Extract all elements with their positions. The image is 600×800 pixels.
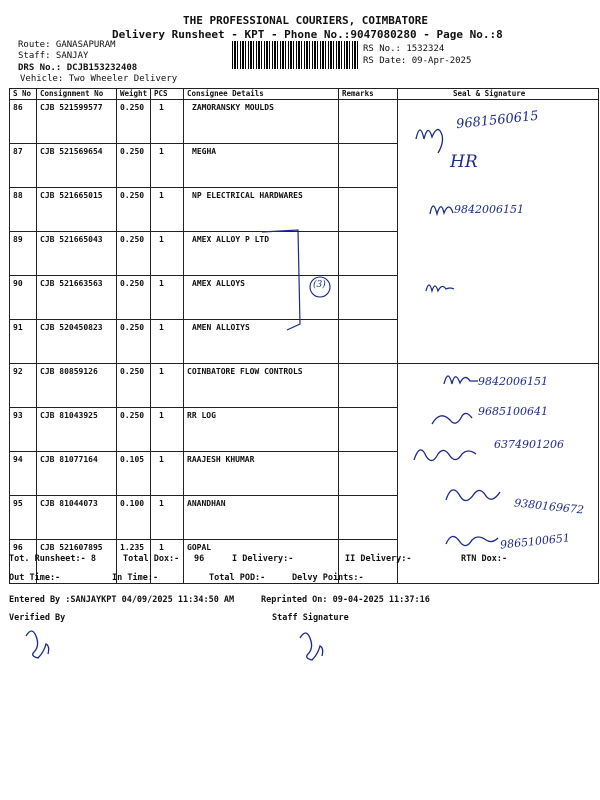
cell-consignee: RR LOG bbox=[184, 408, 339, 452]
col-consignee: Consignee Details bbox=[184, 89, 339, 100]
cell-consignee: AMEN ALLOIYS bbox=[184, 320, 339, 364]
handwritten-phone: 9685100641 bbox=[478, 405, 548, 418]
route-label: Route: GANASAPURAM bbox=[18, 40, 116, 50]
tot-runsheet: Tot. Runsheet:- 8 bbox=[9, 554, 96, 564]
cell-consignee: AMEX ALLOYS bbox=[184, 276, 339, 320]
i-delivery: I Delivery:- bbox=[232, 554, 294, 564]
cell-weight: 0.250 bbox=[117, 188, 151, 232]
signature-stroke bbox=[444, 376, 478, 384]
cell-weight: 0.250 bbox=[117, 144, 151, 188]
verified-by: Verified By bbox=[9, 613, 66, 623]
cell-weight: 0.105 bbox=[117, 452, 151, 496]
signature-stroke bbox=[430, 206, 453, 214]
cell-consignment: CJB 521599577 bbox=[37, 100, 117, 144]
cell-sno: 87 bbox=[10, 144, 37, 188]
cell-weight: 0.250 bbox=[117, 364, 151, 408]
cell-pcs: 1 bbox=[151, 540, 184, 584]
cell-consignee: COINBATORE FLOW CONTROLS bbox=[184, 364, 339, 408]
cell-weight: 0.250 bbox=[117, 320, 151, 364]
cell-consignee: RAAJESH KHUMAR bbox=[184, 452, 339, 496]
cell-sno: 96 bbox=[10, 540, 37, 584]
cell-consignment: CJB 521665043 bbox=[37, 232, 117, 276]
handwritten-phone: 9842006151 bbox=[454, 203, 524, 216]
cell-pcs: 1 bbox=[151, 496, 184, 540]
cell-consignment: CJB 521663563 bbox=[37, 276, 117, 320]
drs-label: DRS No.: DCJB153232408 bbox=[18, 63, 138, 73]
vehicle-label: Vehicle: Two Wheeler Delivery bbox=[20, 74, 178, 84]
cell-consignee: AMEX ALLOY P LTD bbox=[184, 232, 339, 276]
cell-pcs: 1 bbox=[151, 320, 184, 364]
cell-consignment: CJB 521569654 bbox=[37, 144, 117, 188]
cell-consignee: NP ELECTRICAL HARDWARES bbox=[184, 188, 339, 232]
signature-stroke bbox=[414, 450, 476, 461]
cell-pcs: 1 bbox=[151, 452, 184, 496]
handwritten-phone: 9842006151 bbox=[478, 375, 548, 388]
handwritten-circle-number: (3) bbox=[313, 280, 326, 290]
cell-sno: 95 bbox=[10, 496, 37, 540]
handwritten-phone: 6374901206 bbox=[494, 438, 564, 451]
cell-sno: 93 bbox=[10, 408, 37, 452]
total-dox-value: 96 bbox=[194, 554, 205, 564]
handwritten-phone: 9865100651 bbox=[499, 531, 571, 552]
cell-consignee: GOPAL bbox=[184, 540, 339, 584]
rs-no-label: RS No.: 1532324 bbox=[363, 44, 445, 54]
delvy-points: Delvy Points:- bbox=[292, 573, 364, 583]
cell-consignment: CJB 81044073 bbox=[37, 496, 117, 540]
verified-signature bbox=[26, 631, 49, 658]
staff-signature-mark bbox=[300, 633, 323, 660]
signature-stroke bbox=[446, 536, 498, 545]
cell-consignee: ANANDHAN bbox=[184, 496, 339, 540]
cell-weight: 0.250 bbox=[117, 408, 151, 452]
cell-consignee: ZAMORANSKY MOULDS bbox=[184, 100, 339, 144]
rtn-dox: RTN Dox:- bbox=[461, 554, 508, 564]
reprinted-on: Reprinted On: 09-04-2025 11:37:16 bbox=[261, 595, 430, 605]
total-dox-label: Total Dox:- bbox=[123, 554, 180, 564]
ii-delivery: II Delivery:- bbox=[345, 554, 412, 564]
cell-pcs: 1 bbox=[151, 364, 184, 408]
cell-consignment: CJB 80859126 bbox=[37, 364, 117, 408]
cell-sno: 86 bbox=[10, 100, 37, 144]
cell-weight: 0.250 bbox=[117, 100, 151, 144]
cell-pcs: 1 bbox=[151, 408, 184, 452]
col-weight: Weight bbox=[117, 89, 151, 100]
cell-sno: 94 bbox=[10, 452, 37, 496]
rs-date-label: RS Date: 09-Apr-2025 bbox=[363, 56, 472, 66]
cell-weight: 1.235 bbox=[117, 540, 151, 584]
handwritten-phone: 9380169672 bbox=[513, 496, 585, 517]
cell-sno: 92 bbox=[10, 364, 37, 408]
total-pod: Total POD:- bbox=[209, 573, 266, 583]
cell-sno: 89 bbox=[10, 232, 37, 276]
signature-stroke bbox=[416, 129, 443, 153]
cell-weight: 0.250 bbox=[117, 232, 151, 276]
entered-by: Entered By :SANJAYKPT 04/09/2025 11:34:50 AM bbox=[9, 595, 235, 605]
company-title: THE PROFESSIONAL COURIERS, COIMBATORE bbox=[183, 14, 429, 27]
cell-weight: 0.100 bbox=[117, 496, 151, 540]
cell-sno: 88 bbox=[10, 188, 37, 232]
cell-consignment: CJB 520450823 bbox=[37, 320, 117, 364]
col-seal-signature: Seal & Signature bbox=[398, 89, 599, 100]
col-sno: S No bbox=[10, 89, 37, 100]
staff-signature-label: Staff Signature bbox=[272, 613, 349, 623]
cell-consignee: MEGHA bbox=[184, 144, 339, 188]
out-time: Out Time:- bbox=[9, 573, 61, 583]
staff-label: Staff: SANJAY bbox=[18, 51, 89, 61]
cell-consignment: CJB 521665015 bbox=[37, 188, 117, 232]
col-consignment: Consignment No bbox=[37, 89, 117, 100]
cell-consignment: CJB 81043925 bbox=[37, 408, 117, 452]
signature-stroke bbox=[446, 490, 500, 501]
cell-weight: 0.250 bbox=[117, 276, 151, 320]
cell-pcs: 1 bbox=[151, 232, 184, 276]
cell-sno: 90 bbox=[10, 276, 37, 320]
signature-stroke bbox=[432, 413, 472, 424]
handwritten-initials: HR bbox=[450, 152, 478, 172]
col-pcs: PCS bbox=[151, 89, 184, 100]
col-remarks: Remarks bbox=[339, 89, 398, 100]
signature-stroke bbox=[426, 285, 454, 291]
cell-pcs: 1 bbox=[151, 188, 184, 232]
cell-consignment: CJB 521607895 bbox=[37, 540, 117, 584]
handwritten-phone: 9681560615 bbox=[455, 108, 540, 133]
cell-pcs: 1 bbox=[151, 100, 184, 144]
in-time: In Time:- bbox=[112, 573, 159, 583]
cell-pcs: 1 bbox=[151, 144, 184, 188]
runsheet-subtitle: Delivery Runsheet - KPT - Phone No.:9047080280 - Page No.:8 bbox=[112, 28, 503, 41]
cell-pcs: 1 bbox=[151, 276, 184, 320]
bracket-stroke bbox=[262, 230, 300, 330]
cell-consignment: CJB 81077164 bbox=[37, 452, 117, 496]
cell-sno: 91 bbox=[10, 320, 37, 364]
